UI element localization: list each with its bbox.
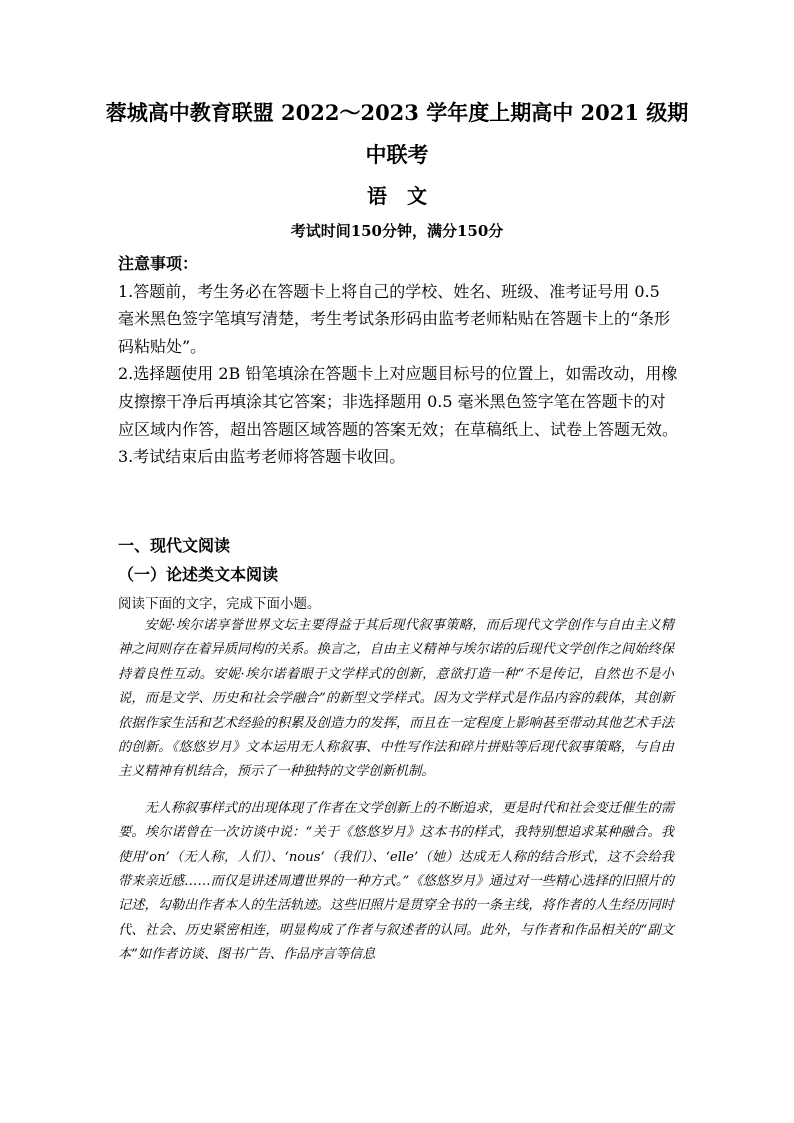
reading-passage [118, 614, 674, 968]
subsection-title: （一）论述类文本阅读 [118, 565, 279, 584]
notice-item-3: 3.考试结束后由监考老师将答题卡收回。 [118, 447, 406, 467]
notices-heading: 注意事项： [118, 254, 199, 273]
notices-block [118, 250, 678, 471]
subject-heading: 语文 [367, 184, 447, 208]
exam-info: 考试时间150分钟，满分150分 [290, 222, 504, 240]
notice-item-1: 1.答题前，考生务必在答题卡上将自己的学校、姓名、班级、准考证号用 0.5 毫米黑色签字笔填写清楚，考生考试条形码由监考老师粘贴在答题卡上的“条形码粘贴处”。 [118, 281, 671, 356]
reading-instruction: 阅读下面的文字，完成下面小题。 [118, 596, 321, 612]
section-title: 一、现代文阅读 [118, 536, 231, 555]
passage-paragraph-2: 无人称叙事样式的出现体现了作者在文学创新上的不断追求，更是时代和社会变迁催生的需要。埃尔诺曾在一次访谈中说：“关于《悠悠岁月》这本书的样式，我特别想追求某种融合。我使用‘on’（无人称，人们）、‘nous’（我们）、‘elle’（她）达成无人称的结合形式，这不会给我带来亲近感……而仅是讲述周遭世界的一种方式。”《悠悠岁月》通过对一些精心选择的旧照片的记述，勾勒出作者本人的生活轨迹。这些旧照片是贯穿全书的一条主线，将作者的人生经历同时代、社会、历史紧密相连，明显构成了作者与叙述者的认同。此外，与作者和作品相关的“副文本”如作者访谈、图书广告、作品序言等信息 [118, 800, 674, 963]
notice-item-2: 2.选择题使用 2B 铅笔填涂在答题卡上对应题目标号的位置上，如需改动，用橡皮擦擦干净后再填涂其它答案；非选择题用 0.5 毫米黑色签字笔在答题卡的对应区域内作答，超出答题区域答题的答案无效；在草稿纸上、试卷上答题无效。 [118, 364, 679, 439]
passage-paragraph-1: 安妮·埃尔诺享誉世界文坛主要得益于其后现代叙事策略，而后现代文学创作与自由主义精神之间则存在着异质同构的关系。换言之，自由主义精神与埃尔诺的后现代文学创作之间始终保持着良性互动。安妮·埃尔诺着眼于文学样式的创新，意欲打造一种“不是传记，自然也不是小说，而是文学、历史和社会学融合”的新型文学样式。因为文学样式是作品内容的载体，其创新依据作家生活和艺术经验的积累及创造力的发挥，而且在一定程度上影响甚至带动其他艺术手法的创新。《悠悠岁月》文本运用无人称叙事、中性写作法和碎片拼贴等后现代叙事策略，与自由主义精神有机结合，预示了一种独特的文学创新机制。 [118, 618, 674, 780]
exam-title: 蓉城高中教育联盟 2022～2023 学年度上期高中 2021 级期中联考 [105, 100, 689, 167]
